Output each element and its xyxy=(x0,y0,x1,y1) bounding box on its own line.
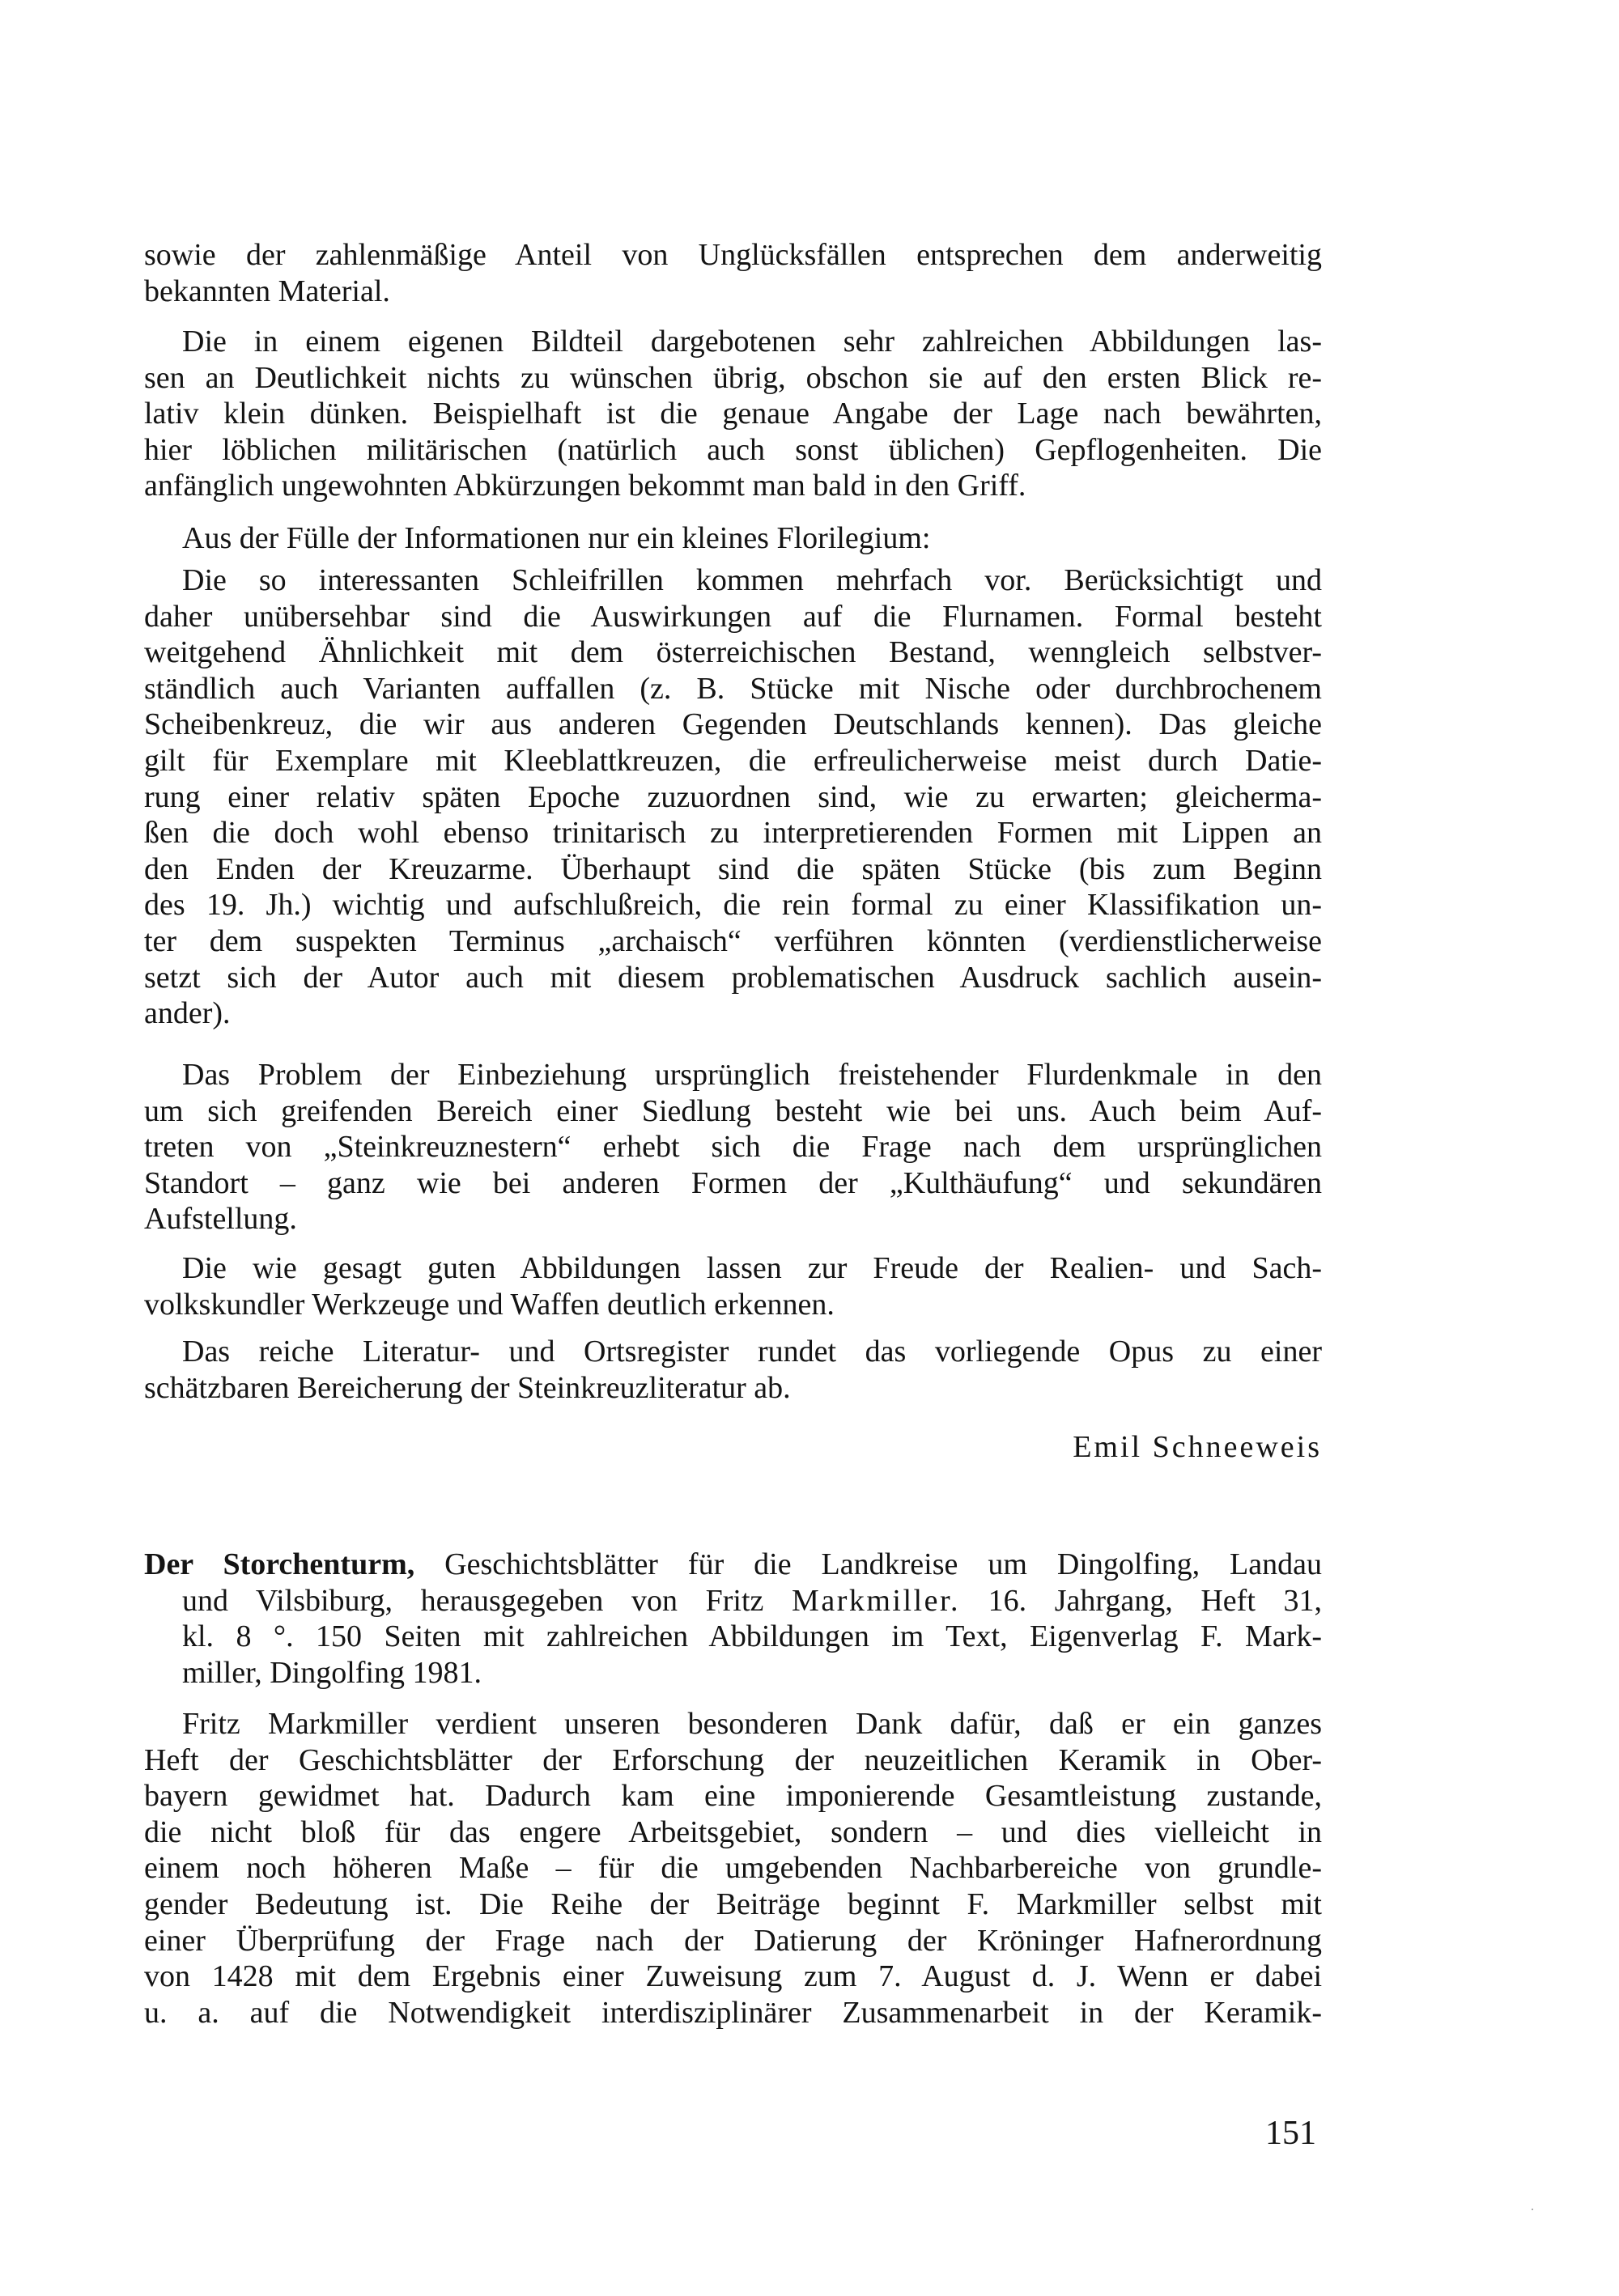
text-line: Das reiche Literatur- und Ortsregister rundet das vorliegende Opus zu einer xyxy=(182,1335,1322,1369)
text-line: Die wie gesagt guten Abbildungen lassen zur Freude der Realien- und Sach- xyxy=(182,1251,1322,1285)
text-line: Heft der Geschichtsblätter der Erforschung der neuzeitlichen Keramik in Ober- xyxy=(144,1742,1322,1777)
text-line: u. a. auf die Notwendigkeit interdisziplinärer Zusammenarbeit in der Keramik- xyxy=(144,1995,1322,2030)
reviewer-signature: Emil Schneeweis xyxy=(1073,1430,1322,1464)
paragraph-6 xyxy=(144,1250,1322,1322)
paragraph-8 xyxy=(144,1706,1322,2031)
text-line: Fritz Markmiller verdient unseren besonderen Dank dafür, daß er ein ganzes xyxy=(182,1707,1322,1741)
text-line: bayern gewidmet hat. Dadurch kam eine imponierende Gesamtleistung zustande, xyxy=(144,1779,1322,1814)
text-line: treten von „Steinkreuznestern“ erhebt sich die Frage nach dem ursprünglichen xyxy=(144,1130,1322,1165)
text-line: setzt sich der Autor auch mit diesem problematischen Ausdruck sachlich ausein- xyxy=(144,960,1322,995)
text-line: ständlich auch Varianten auffallen (z. B. Stücke mit Nische oder durchbrochenem xyxy=(144,671,1322,706)
text-line: Standort – ganz wie bei anderen Formen der „Kulthäufung“ und sekundären xyxy=(144,1165,1322,1200)
text-line: anfänglich ungewohnten Abkürzungen bekommt man bald in den Griff. xyxy=(144,469,1026,503)
text-line: einem noch höheren Maße – für die umgebenden Nachbarbereiche von grundle- xyxy=(144,1851,1322,1886)
text-line: ander). xyxy=(144,996,231,1031)
text-line: gender Bedeutung ist. Die Reihe der Beiträge beginnt F. Markmiller selbst mit xyxy=(144,1886,1322,1921)
entry-line-3: kl. 8 °. 150 Seiten mit zahlreichen Abbildungen im Text, Eigenverlag F. Mark- xyxy=(182,1619,1322,1654)
text-line: Die so interessanten Schleifrillen kommen mehrfach vor. Berücksichtigt und xyxy=(182,563,1322,597)
text-line: einer Überprüfung der Frage nach der Datierung der Kröninger Hafnerordnung xyxy=(144,1923,1322,1958)
publication-title: Der Storchenturm, xyxy=(144,1547,415,1581)
text-line: daher unübersehbar sind die Auswirkungen auf die Flurnamen. Formal besteht xyxy=(144,599,1322,634)
bibliographic-entry xyxy=(144,1547,1322,1691)
text-line: lativ klein dünken. Beispielhaft ist die genaue Angabe der Lage nach bewährten, xyxy=(144,397,1322,431)
entry-text: und Vilsbiburg, herausgegeben von Fritz xyxy=(182,1583,764,1618)
text-line: die nicht bloß für das engere Arbeitsgebiet, sondern – und dies vielleicht in xyxy=(144,1814,1322,1849)
text-line: hier löblichen militärischen (natürlich auch sonst üblichen) Gepflogenheiten. Die xyxy=(144,432,1322,467)
text-line: den Enden der Kreuzarme. Überhaupt sind die späten Stücke (bis zum Beginn xyxy=(144,851,1322,886)
publication-description: Geschichtsblätter für die Landkreise um Dingolfing, Landau xyxy=(444,1547,1322,1581)
text-line: sen an Deutlichkeit nichts zu wünschen übrig, obschon sie auf den ersten Blick re- xyxy=(144,360,1322,395)
paragraph-2 xyxy=(144,324,1322,504)
text-line: rung einer relativ späten Epoche zuzuordnen sind, wie zu erwarten; gleicherma- xyxy=(144,779,1322,814)
paragraph-1 xyxy=(144,237,1322,309)
paragraph-5 xyxy=(144,1057,1322,1237)
text-line: von 1428 mit dem Ergebnis einer Zuweisung zum 7. August d. J. Wenn er dabei xyxy=(144,1959,1322,1994)
editor-name: Markmiller. xyxy=(792,1583,961,1618)
text-line: ßen die doch wohl ebenso trinitarisch zu interpretierenden Formen mit Lippen an xyxy=(144,816,1322,851)
text-line: weitgehend Ähnlichkeit mit dem österreichischen Bestand, wenngleich selbstver- xyxy=(144,635,1322,670)
paragraph-7 xyxy=(144,1334,1322,1406)
text-line: Das Problem der Einbeziehung ursprünglich freistehender Flurdenkmale in den xyxy=(182,1058,1322,1092)
text-line: Scheibenkreuz, die wir aus anderen Gegenden Deutschlands kennen). Das gleiche xyxy=(144,707,1322,742)
text-line: Aufstellung. xyxy=(144,1202,297,1237)
text-line: volkskundler Werkzeuge und Waffen deutlich erkennen. xyxy=(144,1287,835,1322)
text-line: schätzbaren Bereicherung der Steinkreuzliteratur ab. xyxy=(144,1370,791,1405)
text-line: um sich greifenden Bereich einer Siedlung besteht wie bei uns. Auch beim Auf- xyxy=(144,1093,1322,1128)
text-line: bekannten Material. xyxy=(144,274,390,308)
scan-speck xyxy=(1532,2209,1533,2210)
entry-line-4: miller, Dingolfing 1981. xyxy=(182,1655,482,1690)
paragraph-4 xyxy=(144,562,1322,1032)
text-line: Aus der Fülle der Informationen nur ein kleines Florilegium: xyxy=(182,521,931,555)
entry-line-1 xyxy=(144,1547,1322,1583)
text-line: des 19. Jh.) wichtig und aufschlußreich, die rein formal zu einer Klassifikation un- xyxy=(144,888,1322,923)
entry-text: 16. Jahrgang, Heft 31, xyxy=(988,1583,1323,1618)
text-line: Die in einem eigenen Bildteil dargebotenen sehr zahlreichen Abbildungen las- xyxy=(182,325,1322,359)
text-line: sowie der zahlenmäßige Anteil von Unglücksfällen entsprechen dem anderweitig xyxy=(144,238,1322,272)
text-line: gilt für Exemplare mit Kleeblattkreuzen, die erfreulicherweise meist durch Datie- xyxy=(144,743,1322,778)
page-number: 151 xyxy=(1265,2115,1316,2152)
entry-line-2 xyxy=(144,1583,1322,1619)
text-line: ter dem suspekten Terminus „archaisch“ verführen könnten (verdienstlicherweise xyxy=(144,923,1322,958)
paragraph-3 xyxy=(144,520,1322,557)
